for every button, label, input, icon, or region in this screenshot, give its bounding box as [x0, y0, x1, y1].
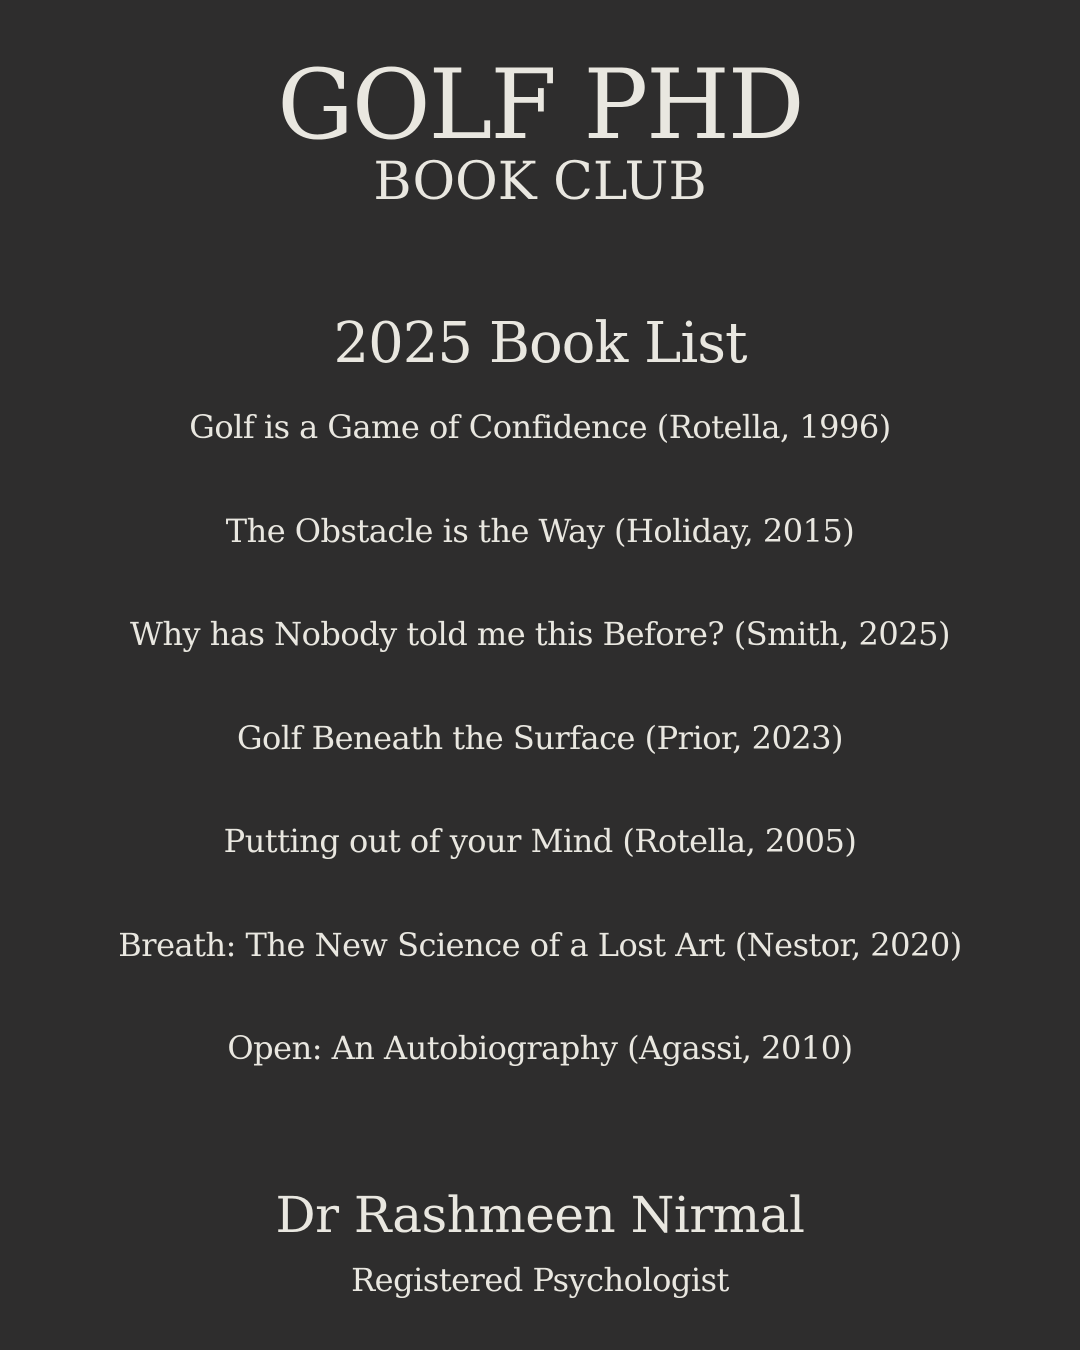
list-item: Open: An Autobiography (Agassi, 2010)	[227, 1029, 853, 1067]
book-list	[0, 400, 1080, 1125]
list-item: Golf is a Game of Confidence (Rotella, 1996)	[189, 408, 891, 446]
list-item: Why has Nobody told me this Before? (Smith, 2025)	[130, 615, 950, 653]
list-item: The Obstacle is the Way (Holiday, 2015)	[225, 511, 855, 550]
author-name: Dr Rashmeen Nirmal	[275, 1186, 805, 1244]
list-item: Golf Beneath the Surface (Prior, 2023)	[236, 718, 843, 757]
list-item: Putting out of your Mind (Rotella, 2005)	[223, 822, 857, 860]
book-list-heading: 2025 Book List	[333, 311, 747, 376]
page-title: GOLF PHD	[277, 49, 803, 161]
author-role: Registered Psychologist	[351, 1261, 729, 1299]
list-item: Breath: The New Science of a Lost Art (Nestor, 2020)	[118, 925, 962, 964]
page-subtitle: BOOK CLUB	[373, 152, 707, 212]
